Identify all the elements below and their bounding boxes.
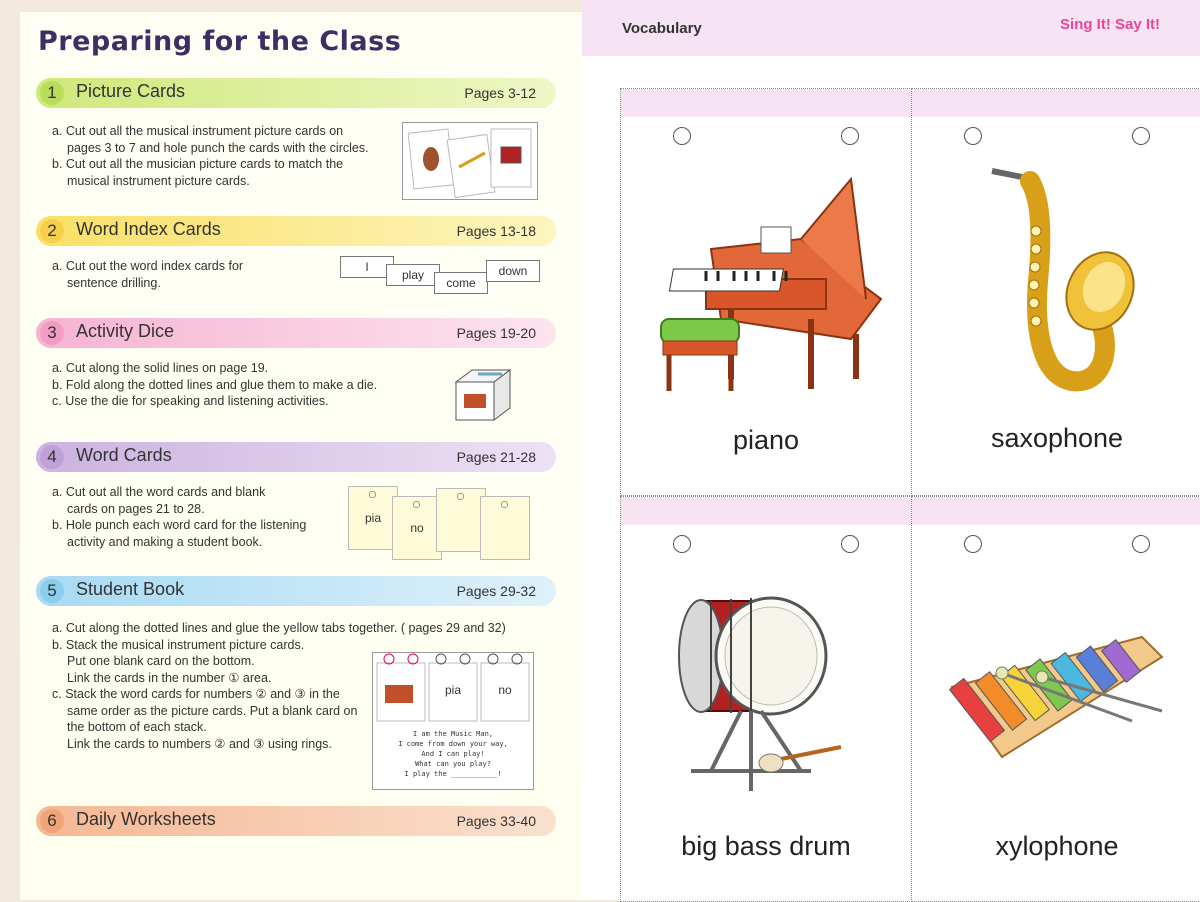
text-line: b. Fold along the dotted lines and glue them to make a die.	[52, 377, 378, 392]
index-card-down: down	[486, 260, 540, 282]
blank-card	[436, 488, 486, 552]
flashcard-xylophone	[911, 496, 1200, 902]
punch-hole-icon	[1132, 127, 1150, 145]
saxophone-icon	[972, 161, 1142, 401]
section-6-title: Daily Worksheets	[76, 809, 216, 829]
card-band	[912, 89, 1200, 117]
bass-drum-icon	[671, 571, 871, 811]
section-4-pages: Pages 21-28	[456, 449, 536, 465]
text-line: pages 3 to 7 and hole punch the cards with the circles.	[67, 140, 369, 155]
section-2-pages: Pages 13-18	[456, 223, 536, 239]
left-page	[20, 12, 582, 900]
text-line: Put one blank card on the bottom.	[67, 654, 255, 668]
header-band	[582, 0, 1200, 56]
word-card	[348, 486, 398, 550]
section-1-header	[36, 78, 556, 108]
lyric-line: I am the Music Man,	[412, 730, 494, 738]
lyric-line: I come from down your way,	[398, 740, 508, 748]
flashcard-big-bass-drum	[620, 496, 912, 902]
section-2-text	[52, 258, 352, 291]
section-1-title: Picture Cards	[76, 81, 186, 101]
lyric-line: And I can play!	[421, 750, 485, 758]
section-3-title: Activity Dice	[76, 321, 175, 341]
section-3-number: 3	[40, 321, 64, 345]
flashcard-piano	[620, 88, 912, 496]
text-line: b. Hole punch each word card for the listening	[52, 518, 307, 532]
text-line: a. Cut along the dotted lines and glue the yellow tabs together. ( pages 29 and 32)	[52, 621, 506, 635]
section-6-header	[36, 806, 556, 836]
punch-hole-icon	[1132, 535, 1150, 553]
blank-card	[480, 496, 530, 560]
text-line: a. Cut out the word index cards for	[52, 259, 244, 273]
book-word-pia: pia	[444, 683, 461, 697]
text-line: cards on pages 21 to 28.	[67, 501, 205, 516]
section-5-title: Student Book	[76, 579, 185, 599]
section-6-pages: Pages 33-40	[456, 813, 536, 829]
song-lyrics	[381, 729, 525, 779]
hole-icon	[413, 501, 420, 508]
section-3-header	[36, 318, 556, 348]
section-1-text	[52, 123, 392, 189]
card-word: big bass drum	[681, 831, 851, 861]
book-word-no: no	[498, 683, 512, 697]
right-page	[582, 0, 1200, 900]
hole-icon	[457, 493, 464, 500]
text-line: c. Use the die for speaking and listening activities.	[52, 394, 329, 408]
index-card-come: come	[434, 272, 488, 294]
section-1-pages: Pages 3-12	[464, 85, 536, 101]
picture-cards-illustration	[402, 122, 538, 200]
text-line: a. Cut out all the word cards and blank	[52, 485, 266, 499]
index-card-play: play	[386, 264, 440, 286]
word-card	[392, 496, 442, 560]
hole-icon	[501, 501, 508, 508]
punch-hole-icon	[964, 127, 982, 145]
student-book-illustration	[372, 652, 534, 790]
punch-hole-icon	[673, 127, 691, 145]
section-3-pages: Pages 19-20	[456, 325, 536, 341]
section-2-header	[36, 216, 556, 246]
card-band	[912, 497, 1200, 525]
text-line: same order as the picture cards. Put a blank card on	[67, 703, 358, 718]
section-5-number: 5	[40, 579, 64, 603]
section-4-text	[52, 484, 352, 550]
punch-hole-icon	[964, 535, 982, 553]
punch-hole-icon	[673, 535, 691, 553]
section-5-header	[36, 576, 556, 606]
text-line: b. Stack the musical instrument picture cards.	[52, 637, 305, 652]
card-band	[621, 497, 911, 525]
text-line: sentence drilling.	[67, 275, 161, 290]
text-line: musical instrument picture cards.	[67, 173, 250, 188]
xylophone-icon	[942, 617, 1182, 767]
vocabulary-heading: Vocabulary	[622, 20, 702, 37]
word-card-label: no	[410, 521, 424, 535]
card-band	[621, 89, 911, 117]
section-1-number: 1	[40, 81, 64, 105]
flashcard-saxophone	[911, 88, 1200, 496]
section-4-header	[36, 442, 556, 472]
section-2-number: 2	[40, 219, 64, 243]
piano-icon	[651, 169, 891, 409]
die-icon	[452, 366, 514, 422]
page-title: Preparing for the Class	[38, 26, 402, 57]
lyric-line: I play the ___________!	[404, 770, 502, 778]
punch-hole-icon	[841, 535, 859, 553]
section-3-text	[52, 360, 432, 410]
text-line: activity and making a student book.	[67, 534, 263, 549]
series-logo: Sing It! Say It!	[1060, 16, 1161, 33]
section-4-title: Word Cards	[76, 445, 172, 465]
section-5-pages: Pages 29-32	[456, 583, 536, 599]
card-word: saxophone	[990, 423, 1124, 453]
text-line: Link the cards to numbers ② and ③ using rings.	[67, 736, 332, 751]
text-line: c. Stack the word cards for numbers ② and ③ in the	[52, 687, 340, 701]
hole-icon	[369, 491, 376, 498]
index-card-i: I	[340, 256, 394, 278]
section-2-title: Word Index Cards	[76, 219, 221, 239]
text-line: a. Cut out all the musical instrument picture cards on	[52, 124, 344, 138]
text-line: the bottom of each stack.	[67, 720, 207, 734]
card-word: xylophone	[995, 831, 1119, 861]
section-6-number: 6	[40, 809, 64, 833]
section-4-number: 4	[40, 445, 64, 469]
text-line: Link the cards in the number ① area.	[67, 670, 272, 685]
card-word: piano	[732, 425, 800, 455]
text-line: b. Cut out all the musician picture cards to match the	[52, 157, 344, 171]
punch-hole-icon	[841, 127, 859, 145]
text-line: a. Cut along the solid lines on page 19.	[52, 361, 269, 375]
lyric-line: What can you play?	[415, 760, 491, 768]
word-card-label: pia	[364, 511, 381, 525]
picture-cards-icon	[403, 123, 537, 199]
